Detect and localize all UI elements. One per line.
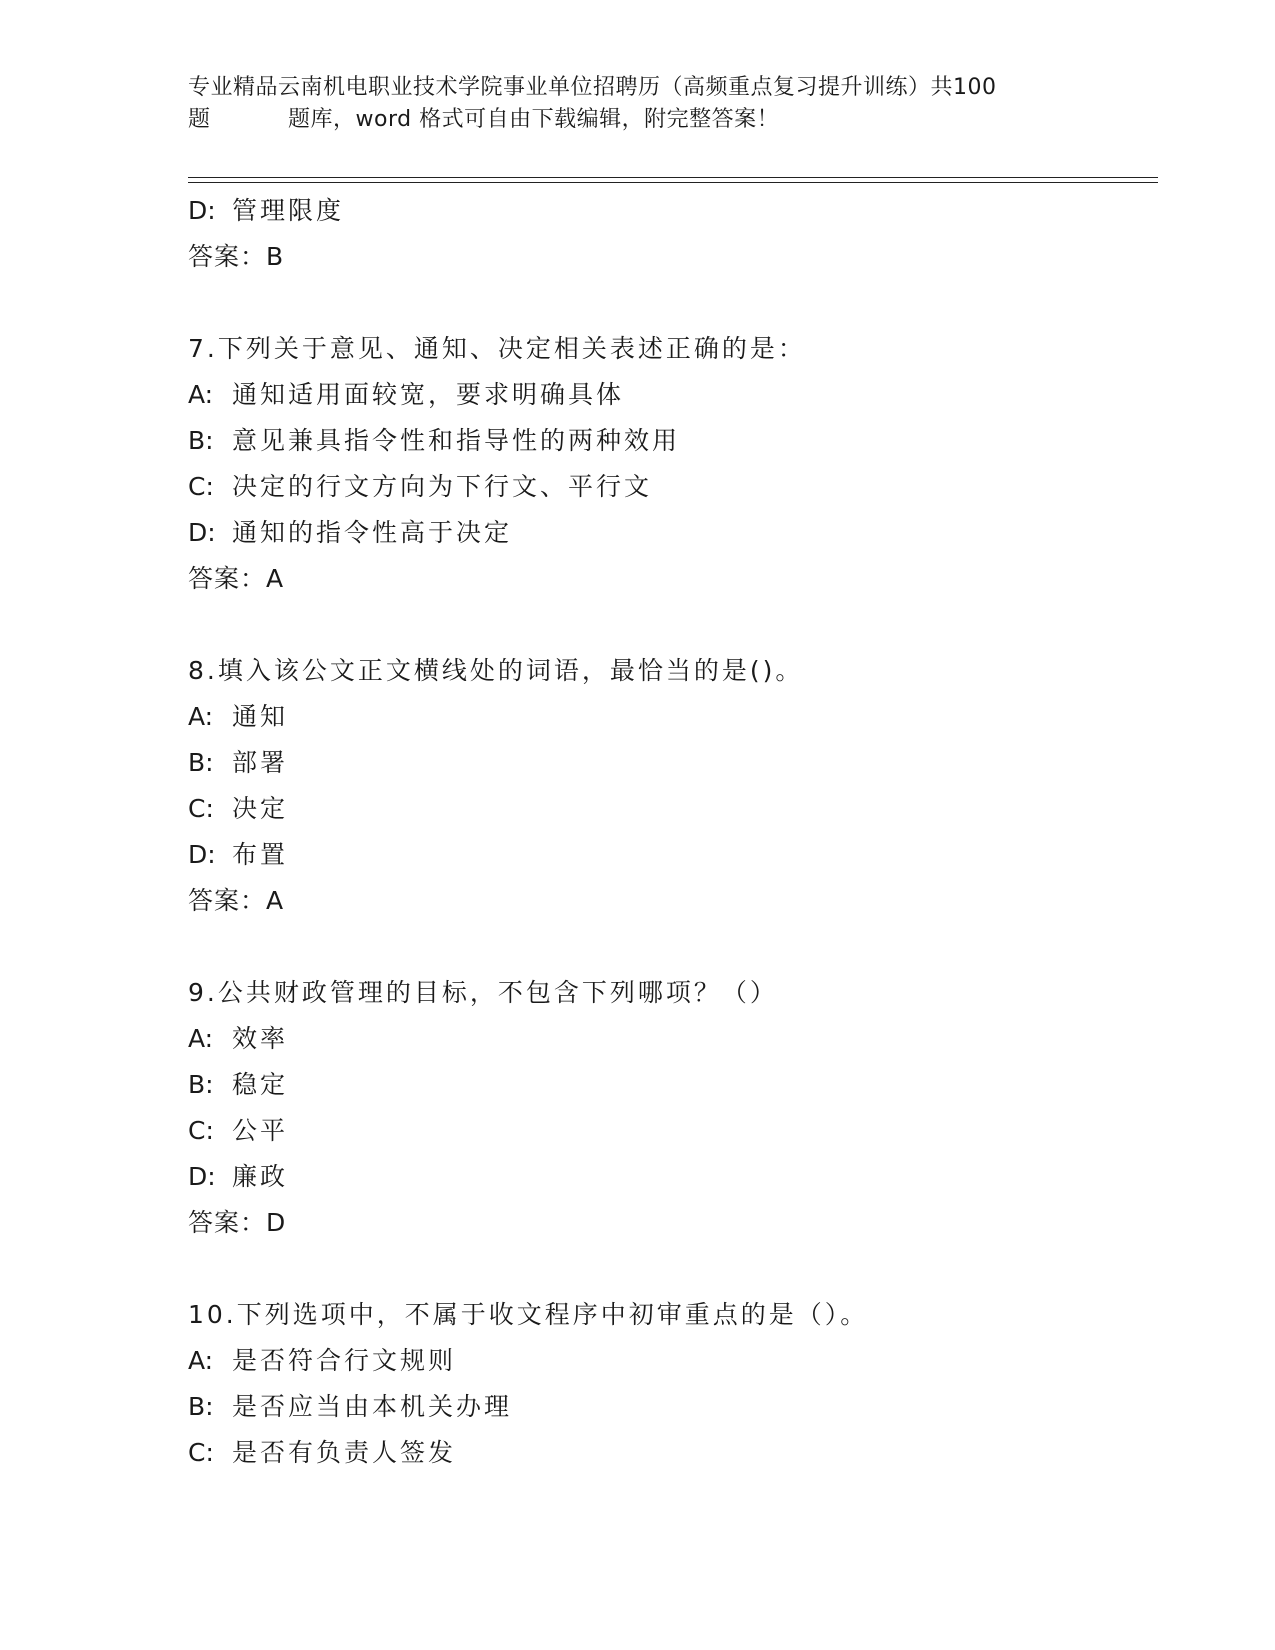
option-row — [188, 740, 1148, 786]
answer-line: 答案：B — [188, 242, 285, 271]
option-text: 稳定 — [232, 1070, 289, 1099]
option-letter: A: — [188, 702, 214, 731]
option-text: 意见兼具指令性和指导性的两种效用 — [232, 426, 681, 455]
question-stem: 8.填入该公文正文横线处的词语，最恰当的是()。 — [188, 656, 804, 685]
header-divider-top — [188, 177, 1158, 178]
option-row — [188, 372, 1148, 418]
question-stem: 9.公共财政管理的目标，不包含下列哪项？（） — [188, 978, 778, 1007]
spacer — [188, 1246, 1148, 1292]
header-title-line2-rest: 题库，word 格式可自由下载编辑，附完整答案！ — [288, 107, 780, 132]
option-letter: B: — [188, 426, 214, 455]
option-row — [188, 1338, 1148, 1384]
option-text: 效率 — [232, 1024, 289, 1053]
option-letter: B: — [188, 1070, 214, 1099]
header-title-line2-lead: 题 — [188, 107, 211, 132]
option-text: 决定 — [232, 794, 289, 823]
answer-line: 答案：A — [188, 564, 285, 593]
option-row — [188, 418, 1148, 464]
option-row — [188, 188, 1148, 234]
option-row — [188, 832, 1148, 878]
option-letter: A: — [188, 380, 214, 409]
answer-line: 答案：A — [188, 886, 285, 915]
option-letter: D: — [188, 1162, 216, 1191]
option-text: 通知适用面较宽，要求明确具体 — [232, 380, 625, 409]
option-text: 布置 — [232, 840, 289, 869]
page-header — [188, 72, 1088, 136]
question-stem: 7.下列关于意见、通知、决定相关表述正确的是： — [188, 334, 806, 363]
spacer — [188, 602, 1148, 648]
option-letter: A: — [188, 1024, 214, 1053]
answer-line: 答案：D — [188, 1208, 287, 1237]
option-letter: C: — [188, 794, 214, 823]
question-body — [188, 188, 1148, 1476]
option-text: 决定的行文方向为下行文、平行文 — [232, 472, 653, 501]
option-letter: B: — [188, 1392, 214, 1421]
option-text: 管理限度 — [232, 196, 345, 225]
spacer — [188, 280, 1148, 326]
option-row — [188, 1154, 1148, 1200]
header-title-line1: 专业精品云南机电职业技术学院事业单位招聘历（高频重点复习提升训练）共100 — [188, 75, 997, 100]
spacer — [188, 924, 1148, 970]
option-letter: D: — [188, 518, 216, 547]
option-letter: C: — [188, 1116, 214, 1145]
header-title-line2 — [188, 104, 1088, 136]
option-text: 部署 — [232, 748, 289, 777]
option-letter: C: — [188, 1438, 214, 1467]
option-text: 公平 — [232, 1116, 289, 1145]
option-row — [188, 1384, 1148, 1430]
option-letter: B: — [188, 748, 214, 777]
option-letter: A: — [188, 1346, 214, 1375]
option-row — [188, 510, 1148, 556]
question-stem: 10.下列选项中，不属于收文程序中初审重点的是（）。 — [188, 1300, 869, 1329]
option-row — [188, 1016, 1148, 1062]
option-row — [188, 464, 1148, 510]
option-row — [188, 694, 1148, 740]
option-letter: D: — [188, 840, 216, 869]
option-row — [188, 1430, 1148, 1476]
option-letter: D: — [188, 196, 216, 225]
header-divider-bottom — [188, 182, 1158, 183]
option-row — [188, 786, 1148, 832]
option-text: 是否有负责人签发 — [232, 1438, 457, 1467]
option-letter: C: — [188, 472, 214, 501]
option-row — [188, 1108, 1148, 1154]
option-text: 通知 — [232, 702, 289, 731]
option-row — [188, 1062, 1148, 1108]
option-text: 廉政 — [232, 1162, 289, 1191]
option-text: 通知的指令性高于决定 — [232, 518, 513, 547]
option-text: 是否符合行文规则 — [232, 1346, 457, 1375]
option-text: 是否应当由本机关办理 — [232, 1392, 513, 1421]
